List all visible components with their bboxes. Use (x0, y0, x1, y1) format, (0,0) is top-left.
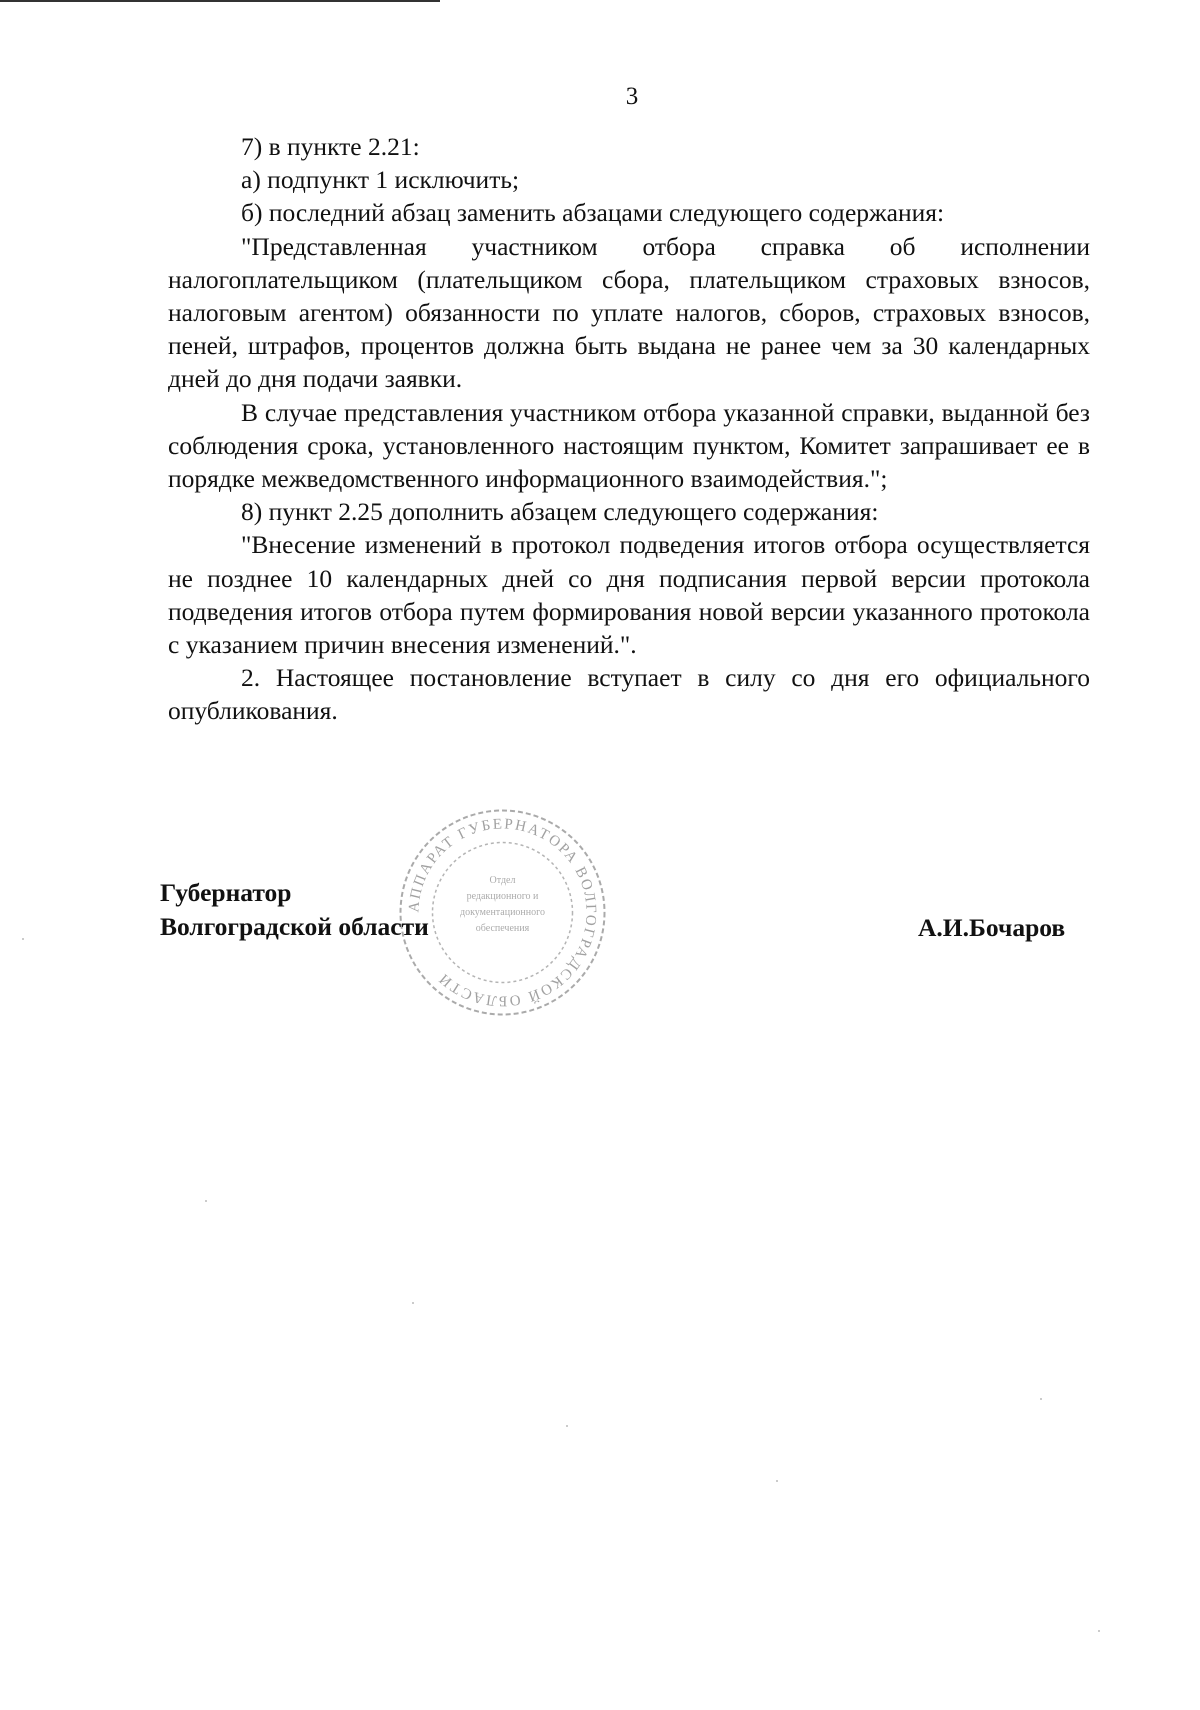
scan-speck (22, 938, 24, 940)
signature-title (160, 876, 429, 944)
paragraph-item-7: 7) в пункте 2.21: (241, 132, 420, 161)
page-number: 3 (625, 83, 639, 110)
paragraph-quote-certificate: "Представленная участником отбора справка об исполнении налогоплательщиком (плательщиком сбора, плательщиком страховых взносов, налоговым агентом) обязанности по уплате налогов, сборов, страховых взносов, пеней, штрафов, процентов должна быть выдана не ранее чем за 30 календарных дней до дня подачи заявки. (168, 231, 1090, 394)
scan-speck (412, 1302, 414, 1304)
paragraph-quote-interagency: В случае представления участником отбора указанной справки, выданной без соблюдения срока, установленного настоящим пунктом, Комитет запрашивает ее в порядке межведомственного информационного взаимодействия."; (168, 397, 1090, 494)
svg-text:АППАРАТ ГУБЕРНАТОРА ВОЛГОГРАДС: АППАРАТ ГУБЕРНАТОРА ВОЛГОГРАДСКОЙ ОБЛАСТИ (406, 816, 599, 1009)
svg-text:обеспечения: обеспечения (475, 923, 530, 934)
paragraph-quote-protocol: "Внесение изменений в протокол подведения итогов отбора осуществляется не позднее 10 календарных дней со дня подписания первой версии протокола подведения итогов отбора путем формирования новой версии указанного протокола с указанием причин внесения изменений.". (168, 530, 1090, 660)
svg-text:редакционного и: редакционного и (466, 891, 539, 902)
signature-name: А.И.Бочаров (918, 913, 1066, 942)
signature-title-line2: Волгоградской области (160, 912, 429, 941)
scan-speck (205, 1200, 207, 1202)
paragraph-item-8: 8) пункт 2.25 дополнить абзацем следующего содержания: (241, 497, 879, 527)
scan-speck (566, 1425, 568, 1427)
scan-speck (1040, 1398, 1042, 1400)
document-body (168, 130, 1090, 728)
svg-text:Отдел: Отдел (489, 875, 516, 886)
paragraph-subitem-a: а) подпункт 1 исключить; (241, 165, 520, 195)
scan-speck (1098, 1630, 1100, 1632)
paragraph-effective-date: 2. Настоящее постановление вступает в силу со дня его официального опубликования. (168, 663, 1090, 726)
signature-title-line1: Губернатор (160, 878, 292, 907)
scan-speck (776, 1480, 778, 1482)
paragraph-subitem-b: б) последний абзац заменить абзацами следующего содержания: (241, 198, 945, 228)
svg-text:документационного: документационного (460, 907, 545, 918)
top-rule (0, 0, 440, 2)
